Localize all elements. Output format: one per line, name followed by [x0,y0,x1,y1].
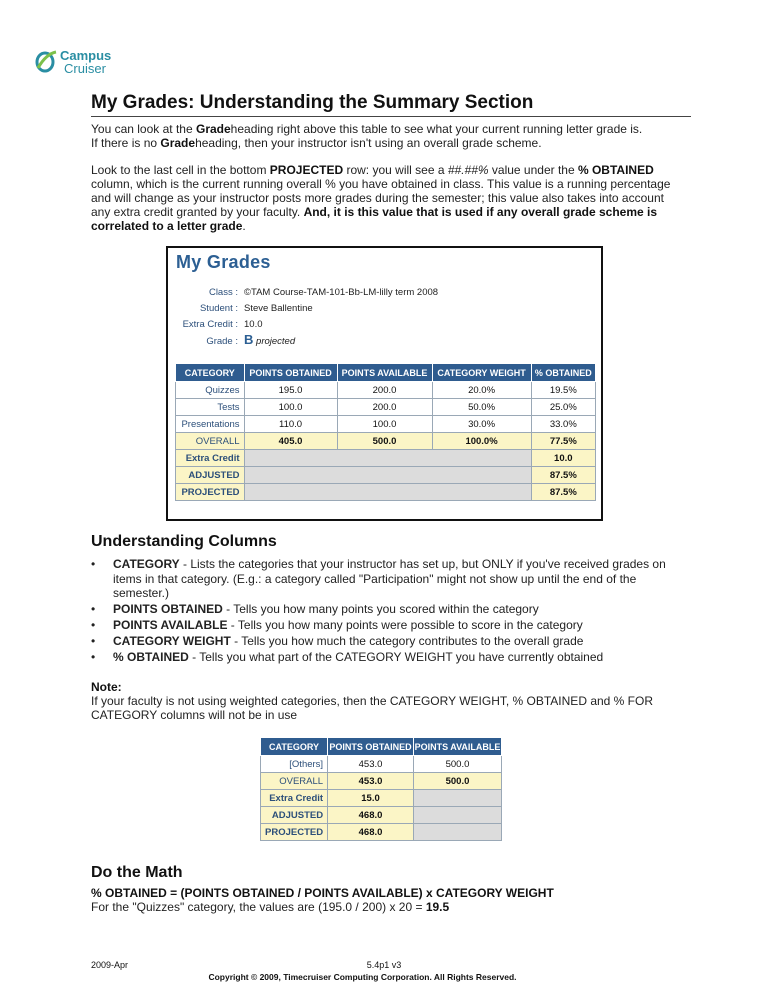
logo-word-campus: Campus [60,48,112,63]
table-cell: 100.0% [432,433,531,450]
class-value: ©TAM Course-TAM-101-Bb-LM-lilly term 2008 [244,287,439,298]
extra-credit-row [176,450,596,467]
math-formula: % OBTAINED = (POINTS OBTAINED / POINTS AVAILABLE) x CATEGORY WEIGHT [91,886,554,900]
text-run: Look to the last cell in the bottom [91,163,270,177]
col-percent-obtained: % OBTAINED [531,364,595,382]
title-rule [91,116,691,117]
list-item [91,650,681,665]
table-cell: 468.0 [328,824,414,841]
unweighted-table [260,737,502,841]
note-text: If your faculty is not using weighted categories, then the CATEGORY WEIGHT, % OBTAINED and % FOR CATEGORY columns will not be in use [91,694,654,722]
col-category-weight: CATEGORY WEIGHT [432,364,531,382]
table-cell: 100.0 [337,416,432,433]
text-run: - Tells you how many points you scored within the category [222,602,539,616]
col-points-available: POINTS AVAILABLE [337,364,432,382]
table-cell: OVERALL [261,773,328,790]
table-cell: 87.5% [531,467,595,484]
overall-row [261,773,502,790]
logo-swirl-icon [34,48,58,74]
grade-label: Grade : [206,336,238,347]
text-run: - Tells you what part of the CATEGORY WEIGHT you have currently obtained [188,650,604,664]
table-cell: 200.0 [337,399,432,416]
extra-credit-row [261,790,502,807]
table-cell: 87.5% [531,484,595,501]
adjusted-row [176,467,596,484]
table-cell: 200.0 [337,382,432,399]
course-info [168,287,598,347]
table-cell: 195.0 [244,382,337,399]
page-title: My Grades: Understanding the Summary Section [91,92,534,113]
table-cell: Extra Credit [176,450,245,467]
text-run: value under the [488,163,578,177]
table-cell: OVERALL [176,433,245,450]
text-run: Grade [160,136,196,150]
text-run: If there is no [91,136,161,150]
table-cell: Presentations [176,416,245,433]
text-run: CATEGORY WEIGHT [113,634,231,648]
logo-word-cruiser: Cruiser [64,61,106,76]
table-cell: 20.0% [432,382,531,399]
intro-paragraph-1 [91,122,681,150]
table-cell: 468.0 [328,807,414,824]
col-points-obtained: POINTS OBTAINED [244,364,337,382]
my-grades-screenshot [166,246,603,521]
text-run: PROJECTED [269,163,344,177]
table-cell: 50.0% [432,399,531,416]
extra-credit-label: Extra Credit : [182,319,238,330]
math-formula-block [91,886,681,914]
text-run: POINTS OBTAINED [113,602,223,616]
intro-paragraph-2 [91,163,681,233]
projected-row [176,484,596,501]
note-label: Note: [91,680,122,694]
adjusted-row [261,807,502,824]
grade-letter: B [244,332,254,347]
text-run: - Tells you how many points were possible to score in the category [227,618,583,632]
table-cell: 10.0 [531,450,595,467]
text-run: % OBTAINED [577,163,654,177]
footer-date: 2009-Apr [91,960,129,970]
table-cell: 500.0 [413,756,501,773]
text-run: For the "Quizzes" category, the values are (195.0 / 200) x 20 = [91,900,426,914]
student-value: Steve Ballentine [244,303,313,314]
table-cell: 405.0 [244,433,337,450]
footer-version: 5.4p1 v3 [366,960,402,970]
grade-note: projected [256,336,296,347]
table-row [261,756,502,773]
math-heading: Do the Math [91,864,183,881]
table-header-row [176,364,596,382]
campus-cruiser-logo [34,46,124,78]
table-cell: PROJECTED [176,484,245,501]
columns-heading: Understanding Columns [91,533,277,550]
col-category: CATEGORY [176,364,245,382]
table-cell: 100.0 [244,399,337,416]
grades-summary-table [175,363,596,501]
list-item [91,618,681,633]
table-cell [244,467,531,484]
table-cell: 453.0 [328,756,414,773]
text-run: column, which is the current running overall % you have obtained in class. This value is a running percentage and will change as your instructor posts more grades during the semester; this value also takes into account any extra credit granted by your faculty. [91,177,671,219]
table-cell: ADJUSTED [176,467,245,484]
list-item [91,602,681,617]
table-cell: Quizzes [176,382,245,399]
math-result: 19.5 [425,900,450,914]
table-cell [244,484,531,501]
table-cell: Tests [176,399,245,416]
overall-row [176,433,596,450]
table-cell [413,807,501,824]
table-row [176,399,596,416]
text-run: ##.##% [447,163,489,177]
table-cell [413,824,501,841]
text-run: heading right above this table to see what your current running letter grade is. [230,122,643,136]
footer-copyright: Copyright © 2009, Timecruiser Computing Corporation. All Rights Reserved. [208,972,517,982]
table-cell: 453.0 [328,773,414,790]
my-grades-title: My Grades [176,252,271,272]
columns-list [91,557,681,666]
table-cell: [Others] [261,756,328,773]
column-header: CATEGORY [261,738,328,756]
text-run: And, it is this value that is used if any overall grade scheme is correlated to a letter grade [91,205,658,233]
projected-row [261,824,502,841]
list-item [91,634,681,649]
table-cell: PROJECTED [261,824,328,841]
note-block [91,680,681,722]
text-run: - Lists the categories that your instructor has set up, but ONLY if you've received grades on items in that category. (E.g.: a category called "Participation" might not show up until the end of the semester.) [113,557,666,600]
text-run: row: you will see a [343,163,448,177]
list-item [91,557,681,601]
table-row [176,382,596,399]
table-cell: 33.0% [531,416,595,433]
text-run: CATEGORY [113,557,180,571]
table-cell: Extra Credit [261,790,328,807]
grade-value [244,332,295,347]
table-row [176,416,596,433]
table-cell: 19.5% [531,382,595,399]
text-run: % OBTAINED [113,650,189,664]
table-cell: ADJUSTED [261,807,328,824]
column-header: POINTS OBTAINED [328,738,414,756]
text-run: You can look at the [91,122,196,136]
table-cell: 25.0% [531,399,595,416]
text-run: POINTS AVAILABLE [113,618,228,632]
table-cell: 15.0 [328,790,414,807]
text-run: . [242,219,246,233]
table-cell [413,790,501,807]
table-header-row [261,738,502,756]
table-cell: 77.5% [531,433,595,450]
extra-credit-value: 10.0 [244,319,263,330]
student-label: Student : [199,303,238,314]
table-cell: 110.0 [244,416,337,433]
column-header: POINTS AVAILABLE [413,738,501,756]
class-label: Class : [208,287,238,298]
text-run: Grade [195,122,231,136]
table-cell: 30.0% [432,416,531,433]
text-run: - Tells you how much the category contributes to the overall grade [230,634,584,648]
table-cell: 500.0 [337,433,432,450]
table-cell: 500.0 [413,773,501,790]
text-run: heading, then your instructor isn't using an overall grade scheme. [195,136,542,150]
table-cell [244,450,531,467]
